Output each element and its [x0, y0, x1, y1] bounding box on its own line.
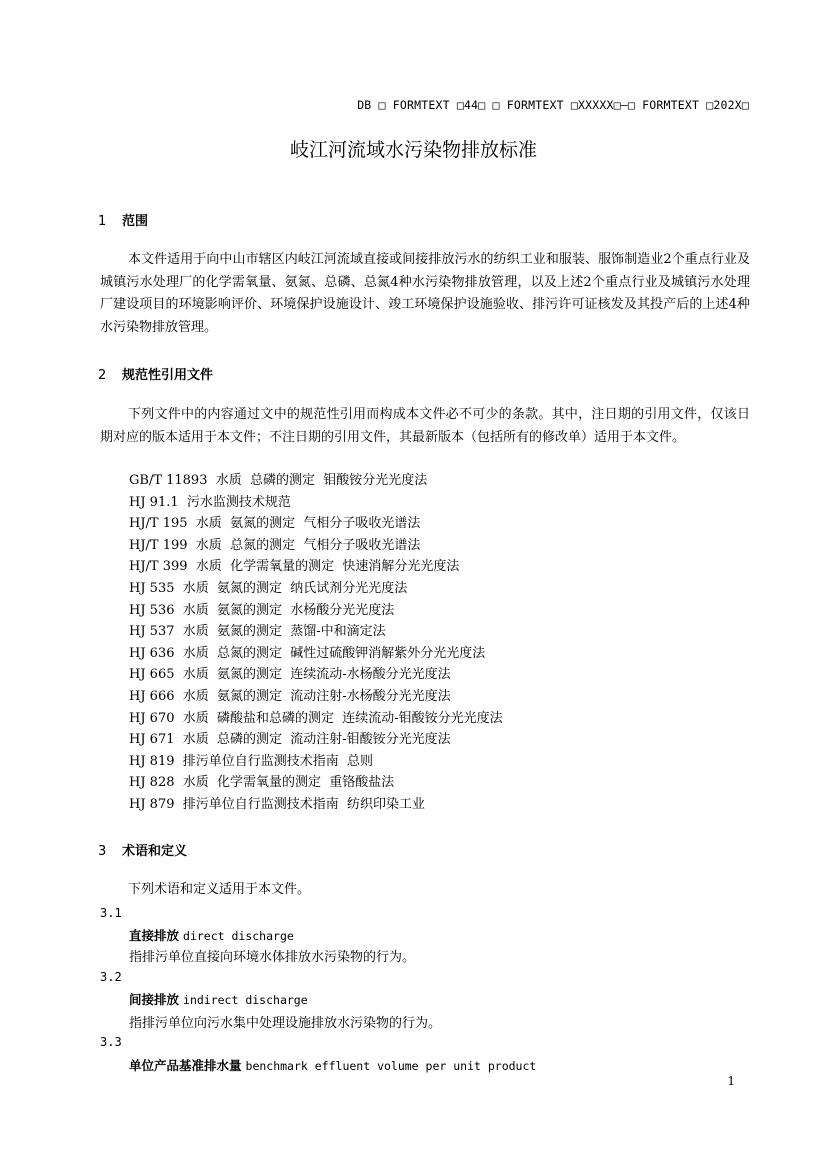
reference-item: HJ 828 水质 化学需氧量的测定 重铬酸盐法 [129, 775, 395, 791]
reference-item: HJ/T 399 水质 化学需氧量的测定 快速消解分光光度法 [129, 559, 460, 575]
term-name [129, 990, 308, 1008]
reference-item: HJ 819 排污单位自行监测技术指南 总则 [129, 753, 374, 769]
section-1-heading [98, 210, 148, 229]
reference-item: HJ 537 水质 氨氮的测定 蒸馏-中和滴定法 [129, 624, 386, 640]
term-definition: 指排污单位向污水集中处理设施排放水污染物的行为。 [129, 1016, 442, 1031]
reference-item: HJ 91.1 污水监测技术规范 [129, 494, 291, 510]
term-number: 3.3 [100, 1035, 122, 1049]
section-number: 1 [98, 214, 107, 229]
section-3-heading [98, 840, 187, 859]
reference-item: HJ 665 水质 氨氮的测定 连续流动-水杨酸分光光度法 [129, 667, 451, 683]
scope-paragraph: 本文件适用于向中山市辖区内岐江河流域直接或间接排放污水的纺织工业和服装、服饰制造业2个重点行业及城镇污水处理厂的化学需氧量、氨氮、总磷、总氮4种水污染物排放管理，以及上述2个重点行业及城镇污水处理厂建设项目的环境影响评价、环境保护设施设计、竣工环境保护设施验收、排污许可证核发及其投产后的上述4种水污染物排放管理。 [100, 252, 750, 335]
reference-list [129, 470, 503, 816]
reference-item: HJ 666 水质 氨氮的测定 流动注射-水杨酸分光光度法 [129, 688, 451, 704]
term-name [129, 926, 294, 944]
document-title: 岐江河流域水污染物排放标准 [289, 139, 537, 161]
reference-item: HJ 536 水质 氨氮的测定 水杨酸分光光度法 [129, 602, 395, 618]
term-name-zh: 单位产品基准排水量 [129, 1058, 242, 1073]
term-name-en: direct discharge [183, 929, 294, 943]
reference-item: HJ 535 水质 氨氮的测定 纳氏试剂分光光度法 [129, 580, 408, 596]
page-number: 1 [727, 1074, 735, 1088]
term-name-en: benchmark effluent volume per unit product [245, 1059, 537, 1073]
term-number: 3.1 [100, 906, 122, 920]
reference-item: HJ 670 水质 磷酸盐和总磷的测定 连续流动-钼酸铵分光光度法 [129, 710, 503, 726]
section-2-heading [98, 364, 213, 383]
term-name-zh: 直接排放 [129, 928, 180, 943]
term-name-zh: 间接排放 [129, 992, 180, 1007]
term-definition: 指排污单位直接向环境水体排放水污染物的行为。 [129, 950, 416, 965]
standard-code-header: DB □ FORMTEXT □44□ □ FORMTEXT □XXXXX□—□ FORMTEXT □202X□ [357, 98, 749, 112]
reference-item: HJ 671 水质 总磷的测定 流动注射-钼酸铵分光光度法 [129, 732, 451, 748]
term-number: 3.2 [100, 970, 122, 984]
reference-item: GB/T 11893 水质 总磷的测定 钼酸铵分光光度法 [129, 473, 428, 488]
reference-item: HJ/T 199 水质 总氮的测定 气相分子吸收光谱法 [129, 537, 421, 553]
reference-item: HJ 636 水质 总氮的测定 碱性过硫酸钾消解紫外分光光度法 [129, 645, 486, 661]
normative-refs-intro: 下列文件中的内容通过文中的规范性引用而构成本文件必不可少的条款。其中，注日期的引用文件，仅该日期对应的版本适用于本文件；不注日期的引用文件，其最新版本（包括所有的修改单）适用于本文件。 [100, 407, 750, 445]
term-name-en: indirect discharge [183, 993, 308, 1007]
section-number: 3 [98, 844, 107, 859]
section-title: 范围 [122, 214, 149, 229]
term-name [129, 1056, 536, 1074]
section-title: 术语和定义 [122, 844, 188, 859]
section-title: 规范性引用文件 [122, 368, 214, 383]
section-number: 2 [98, 368, 107, 383]
terms-intro: 下列术语和定义适用于本文件。 [128, 882, 311, 897]
reference-item: HJ/T 195 水质 氨氮的测定 气相分子吸收光谱法 [129, 516, 421, 532]
reference-item: HJ 879 排污单位自行监测技术指南 纺织印染工业 [129, 796, 426, 812]
